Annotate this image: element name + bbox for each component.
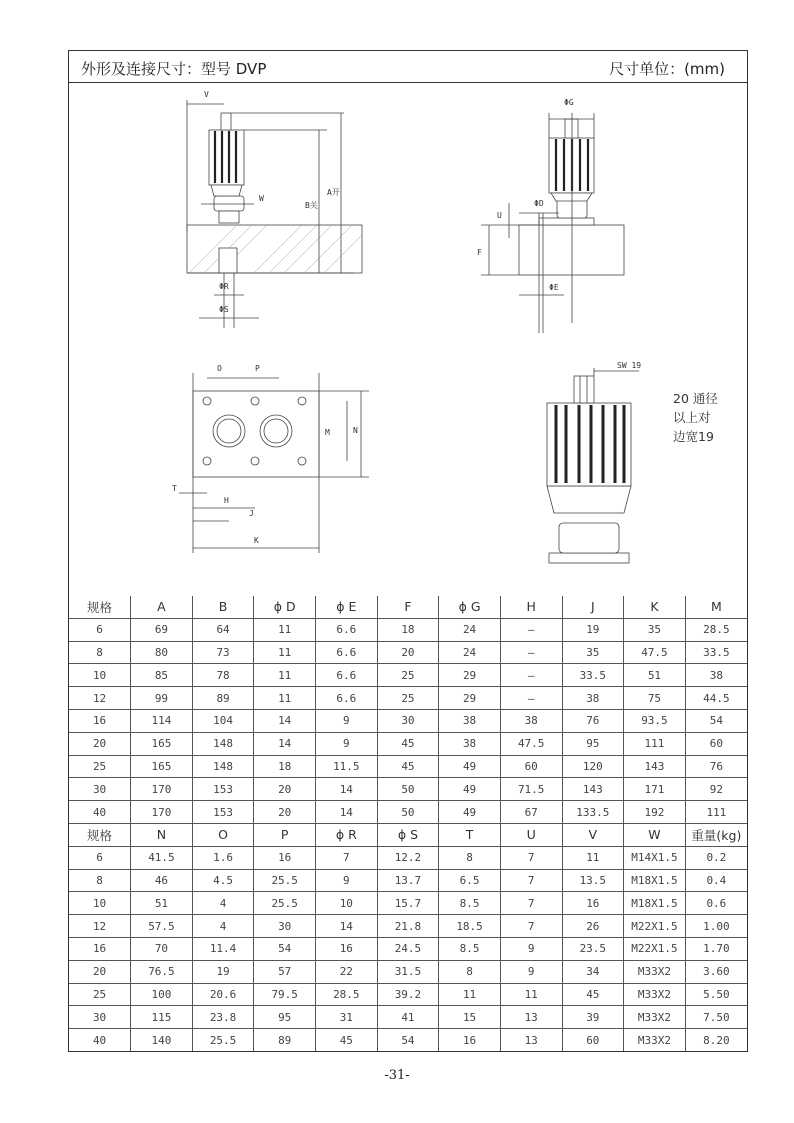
- dim-b-label: B关: [305, 201, 318, 210]
- table-cell: 60: [685, 732, 747, 755]
- table-row: [69, 641, 747, 664]
- table-cell: 16: [562, 892, 624, 915]
- table-cell: 7.50: [685, 1006, 747, 1029]
- table-cell: 95: [254, 1006, 316, 1029]
- table-cell: 11.4: [192, 937, 254, 960]
- table-row: [69, 687, 747, 710]
- table-cell: 10: [69, 892, 131, 915]
- table-cell: 16: [69, 709, 131, 732]
- table-cell: 6: [69, 846, 131, 869]
- table-cell: 12.2: [377, 846, 439, 869]
- dim-p-label: P: [255, 364, 260, 373]
- table-cell: 14: [316, 801, 378, 824]
- table-cell: 25: [377, 664, 439, 687]
- table-cell: 46: [131, 869, 193, 892]
- table-row: [69, 755, 747, 778]
- table-cell: 44.5: [685, 687, 747, 710]
- table-cell: 79.5: [254, 983, 316, 1006]
- table-cell: 6.6: [316, 641, 378, 664]
- table-cell: 70: [131, 937, 193, 960]
- table-cell: 7: [500, 892, 562, 915]
- table-cell: 12: [69, 687, 131, 710]
- table-cell: 111: [685, 801, 747, 824]
- table-cell: 34: [562, 960, 624, 983]
- table-cell: 23.8: [192, 1006, 254, 1029]
- table-row: [69, 801, 747, 824]
- spec-sheet-frame: [68, 50, 748, 1052]
- table-cell: 153: [192, 778, 254, 801]
- table-cell: 16: [69, 937, 131, 960]
- table-cell: —: [500, 618, 562, 641]
- dim-w-label: W: [259, 194, 264, 203]
- table-cell: 14: [254, 732, 316, 755]
- table-cell: 19: [562, 618, 624, 641]
- table-cell: 9: [316, 709, 378, 732]
- column-header: ϕ G: [439, 596, 501, 618]
- table-cell: 23.5: [562, 937, 624, 960]
- table-cell: 64: [192, 618, 254, 641]
- note-line: 以上对: [673, 410, 711, 425]
- table-cell: 18: [254, 755, 316, 778]
- dim-k-label: K: [254, 536, 259, 545]
- table-cell: 140: [131, 1029, 193, 1051]
- table-cell: 45: [316, 1029, 378, 1051]
- table-cell: 100: [131, 983, 193, 1006]
- table-cell: 89: [192, 687, 254, 710]
- table-cell: 41: [377, 1006, 439, 1029]
- table-cell: M22X1.5: [624, 937, 686, 960]
- table-row: [69, 618, 747, 641]
- table-cell: 40: [69, 1029, 131, 1051]
- table-cell: 19: [192, 960, 254, 983]
- table-row: [69, 709, 747, 732]
- top-mounting-view: [172, 364, 369, 553]
- table-cell: 9: [500, 937, 562, 960]
- table-cell: 7: [500, 869, 562, 892]
- table-cell: 133.5: [562, 801, 624, 824]
- note-text: [673, 389, 733, 446]
- table-cell: 8: [439, 960, 501, 983]
- table-cell: 143: [562, 778, 624, 801]
- table-cell: 15.7: [377, 892, 439, 915]
- table-cell: 30: [69, 1006, 131, 1029]
- table-cell: 13.7: [377, 869, 439, 892]
- table-row: [69, 732, 747, 755]
- table-cell: 3.60: [685, 960, 747, 983]
- table-cell: 30: [254, 915, 316, 938]
- table-cell: 49: [439, 801, 501, 824]
- table-cell: 26: [562, 915, 624, 938]
- table-cell: 38: [439, 732, 501, 755]
- table-cell: 25.5: [254, 869, 316, 892]
- table-cell: 9: [500, 960, 562, 983]
- table-cell: 11: [439, 983, 501, 1006]
- table-cell: 24: [439, 641, 501, 664]
- table-cell: 78: [192, 664, 254, 687]
- table-cell: M22X1.5: [624, 915, 686, 938]
- dim-f-label: F: [477, 248, 482, 257]
- table-cell: 153: [192, 801, 254, 824]
- table-cell: 24: [439, 618, 501, 641]
- table-cell: 14: [316, 915, 378, 938]
- column-header: ϕ S: [377, 823, 439, 846]
- table-cell: 75: [624, 687, 686, 710]
- table-cell: 60: [562, 1029, 624, 1051]
- dim-t-label: T: [172, 484, 177, 493]
- table-cell: 15: [439, 1006, 501, 1029]
- table-cell: 49: [439, 755, 501, 778]
- table-cell: 115: [131, 1006, 193, 1029]
- table-cell: 25.5: [254, 892, 316, 915]
- table-cell: 10: [316, 892, 378, 915]
- column-header: M: [685, 596, 747, 618]
- dim-s-label: ΦS: [219, 305, 229, 314]
- table-cell: 170: [131, 778, 193, 801]
- column-header: W: [624, 823, 686, 846]
- table-cell: 13: [500, 1006, 562, 1029]
- table-row: [69, 778, 747, 801]
- table-row: [69, 915, 747, 938]
- table-cell: 85: [131, 664, 193, 687]
- table-cell: 33.5: [562, 664, 624, 687]
- table-row: [69, 983, 747, 1006]
- table-cell: 148: [192, 755, 254, 778]
- table-cell: 6.6: [316, 687, 378, 710]
- table-cell: M14X1.5: [624, 846, 686, 869]
- table-cell: 1.70: [685, 937, 747, 960]
- dim-a-label: A开: [327, 188, 340, 197]
- table-cell: 20: [377, 641, 439, 664]
- table-cell: 89: [254, 1029, 316, 1051]
- dim-g-label: ΦG: [564, 98, 574, 107]
- table-cell: 170: [131, 801, 193, 824]
- dim-h-label: H: [224, 496, 229, 505]
- table-cell: 6: [69, 618, 131, 641]
- table-cell: 57.5: [131, 915, 193, 938]
- dim-m-label: M: [325, 428, 330, 437]
- table-cell: 60: [500, 755, 562, 778]
- table-cell: 12: [69, 915, 131, 938]
- table-row: [69, 937, 747, 960]
- table-cell: 18: [377, 618, 439, 641]
- dim-sw-label: SW 19: [617, 361, 642, 370]
- table-cell: —: [500, 641, 562, 664]
- table-cell: 8.5: [439, 892, 501, 915]
- table-cell: 20: [69, 732, 131, 755]
- table-cell: 71.5: [500, 778, 562, 801]
- table-cell: 38: [685, 664, 747, 687]
- table-cell: 69: [131, 618, 193, 641]
- column-header: ϕ R: [316, 823, 378, 846]
- table-cell: 54: [377, 1029, 439, 1051]
- table-cell: 76: [562, 709, 624, 732]
- table-cell: 16: [316, 937, 378, 960]
- table-cell: 120: [562, 755, 624, 778]
- table-cell: 6.6: [316, 664, 378, 687]
- table-cell: 25: [69, 755, 131, 778]
- table-cell: 51: [624, 664, 686, 687]
- dim-j-label: J: [249, 509, 254, 518]
- page-number: -31-: [384, 1068, 410, 1083]
- table-row: [69, 1029, 747, 1051]
- table-cell: 40: [69, 801, 131, 824]
- table-cell: 73: [192, 641, 254, 664]
- table-cell: 45: [377, 755, 439, 778]
- table-cell: 143: [624, 755, 686, 778]
- table-cell: 38: [500, 709, 562, 732]
- table-cell: 165: [131, 732, 193, 755]
- table-cell: 25: [69, 983, 131, 1006]
- table-cell: 25.5: [192, 1029, 254, 1051]
- table-cell: 1.6: [192, 846, 254, 869]
- table-cell: 33.5: [685, 641, 747, 664]
- table-cell: 20: [69, 960, 131, 983]
- column-header: ϕ D: [254, 596, 316, 618]
- table-cell: 30: [69, 778, 131, 801]
- column-header: 规格: [69, 596, 131, 618]
- table-cell: 57: [254, 960, 316, 983]
- table-cell: 11.5: [316, 755, 378, 778]
- table-cell: 192: [624, 801, 686, 824]
- side-section-view: [187, 90, 362, 328]
- table-cell: 47.5: [500, 732, 562, 755]
- table-cell: 13: [500, 1029, 562, 1051]
- table-cell: 8: [69, 641, 131, 664]
- table-cell: 24.5: [377, 937, 439, 960]
- table-cell: 4: [192, 892, 254, 915]
- dim-e-label: ΦE: [549, 283, 559, 292]
- table-cell: 6.5: [439, 869, 501, 892]
- table-cell: 7: [316, 846, 378, 869]
- dim-u-label: U: [497, 211, 502, 220]
- table-cell: 54: [685, 709, 747, 732]
- table-header-row: [69, 596, 747, 618]
- table-cell: 13.5: [562, 869, 624, 892]
- column-header: U: [500, 823, 562, 846]
- table-cell: 114: [131, 709, 193, 732]
- column-header: K: [624, 596, 686, 618]
- table-cell: 6.6: [316, 618, 378, 641]
- table-cell: 50: [377, 778, 439, 801]
- column-header: F: [377, 596, 439, 618]
- table-cell: 20: [254, 801, 316, 824]
- table-cell: 31: [316, 1006, 378, 1029]
- column-header: N: [131, 823, 193, 846]
- table-cell: M18X1.5: [624, 892, 686, 915]
- table-cell: 0.6: [685, 892, 747, 915]
- column-header: H: [500, 596, 562, 618]
- dimension-table: [69, 596, 747, 1051]
- table-cell: 95: [562, 732, 624, 755]
- column-header: A: [131, 596, 193, 618]
- table-cell: 8.5: [439, 937, 501, 960]
- table-cell: 28.5: [316, 983, 378, 1006]
- table-cell: 76.5: [131, 960, 193, 983]
- column-header: T: [439, 823, 501, 846]
- column-header: O: [192, 823, 254, 846]
- table-cell: 22: [316, 960, 378, 983]
- dim-d-label: ΦD: [534, 199, 544, 208]
- table-cell: 49: [439, 778, 501, 801]
- table-cell: —: [500, 664, 562, 687]
- note-line: 20 通径: [673, 391, 718, 406]
- column-header: 重量(kg): [685, 823, 747, 846]
- table-cell: 35: [624, 618, 686, 641]
- table-cell: 39: [562, 1006, 624, 1029]
- table-cell: 67: [500, 801, 562, 824]
- table-cell: 171: [624, 778, 686, 801]
- table-cell: 16: [254, 846, 316, 869]
- table-cell: 8: [69, 869, 131, 892]
- table-cell: 5.50: [685, 983, 747, 1006]
- table-cell: 29: [439, 687, 501, 710]
- table-cell: 21.8: [377, 915, 439, 938]
- unit-label: 尺寸单位：(mm): [609, 60, 725, 78]
- table-cell: 0.4: [685, 869, 747, 892]
- table-cell: 4.5: [192, 869, 254, 892]
- table-cell: M33X2: [624, 1029, 686, 1051]
- table-cell: M33X2: [624, 983, 686, 1006]
- table-cell: 148: [192, 732, 254, 755]
- table-cell: 7: [500, 915, 562, 938]
- table-cell: 10: [69, 664, 131, 687]
- column-header: P: [254, 823, 316, 846]
- table-cell: —: [500, 687, 562, 710]
- column-header: J: [562, 596, 624, 618]
- table-cell: 165: [131, 755, 193, 778]
- table-cell: 11: [254, 687, 316, 710]
- table-cell: 20.6: [192, 983, 254, 1006]
- dim-v-label: V: [204, 90, 209, 99]
- column-header: B: [192, 596, 254, 618]
- table-cell: 18.5: [439, 915, 501, 938]
- table-cell: 111: [624, 732, 686, 755]
- table-row: [69, 664, 747, 687]
- table-row: [69, 892, 747, 915]
- table-cell: 11: [562, 846, 624, 869]
- table-cell: 8.20: [685, 1029, 747, 1051]
- column-header: 规格: [69, 823, 131, 846]
- table-cell: 28.5: [685, 618, 747, 641]
- column-header: V: [562, 823, 624, 846]
- table-row: [69, 960, 747, 983]
- table-cell: 99: [131, 687, 193, 710]
- header-row: [69, 51, 747, 83]
- table-row: [69, 846, 747, 869]
- table-cell: 92: [685, 778, 747, 801]
- table-cell: 0.2: [685, 846, 747, 869]
- table-cell: M18X1.5: [624, 869, 686, 892]
- table-cell: 93.5: [624, 709, 686, 732]
- column-header: ϕ E: [316, 596, 378, 618]
- table-cell: 80: [131, 641, 193, 664]
- table-cell: 11: [254, 618, 316, 641]
- table-cell: 11: [500, 983, 562, 1006]
- table-cell: 16: [439, 1029, 501, 1051]
- table-cell: 14: [316, 778, 378, 801]
- table-cell: 30: [377, 709, 439, 732]
- table-cell: 11: [254, 664, 316, 687]
- table-cell: 41.5: [131, 846, 193, 869]
- table-cell: 8: [439, 846, 501, 869]
- table-cell: 9: [316, 732, 378, 755]
- table-cell: 4: [192, 915, 254, 938]
- table-cell: 1.00: [685, 915, 747, 938]
- table-cell: 54: [254, 937, 316, 960]
- dim-r-label: ΦR: [219, 282, 229, 291]
- table-cell: 35: [562, 641, 624, 664]
- front-view: [477, 98, 624, 333]
- table-cell: 47.5: [624, 641, 686, 664]
- table-cell: 11: [254, 641, 316, 664]
- sheet-title: 外形及连接尺寸：型号 DVP: [81, 60, 267, 78]
- table-cell: 14: [254, 709, 316, 732]
- table-cell: 29: [439, 664, 501, 687]
- table-cell: 31.5: [377, 960, 439, 983]
- table-row: [69, 869, 747, 892]
- table-cell: 104: [192, 709, 254, 732]
- table-cell: 51: [131, 892, 193, 915]
- table-cell: 45: [562, 983, 624, 1006]
- dim-o-label: O: [217, 364, 222, 373]
- table-cell: 50: [377, 801, 439, 824]
- knob-detail-view: [547, 361, 641, 563]
- table-cell: 38: [439, 709, 501, 732]
- table-row: [69, 1006, 747, 1029]
- table-cell: 7: [500, 846, 562, 869]
- dim-n-label: N: [353, 426, 358, 435]
- technical-drawings: [69, 83, 747, 596]
- table-header-row: [69, 823, 747, 846]
- table-cell: 25: [377, 687, 439, 710]
- table-cell: 9: [316, 869, 378, 892]
- table-cell: 45: [377, 732, 439, 755]
- note-line: 边宽19: [673, 429, 714, 444]
- table-cell: M33X2: [624, 960, 686, 983]
- table-cell: 20: [254, 778, 316, 801]
- table-cell: 38: [562, 687, 624, 710]
- table-cell: M33X2: [624, 1006, 686, 1029]
- table-cell: 76: [685, 755, 747, 778]
- table-cell: 39.2: [377, 983, 439, 1006]
